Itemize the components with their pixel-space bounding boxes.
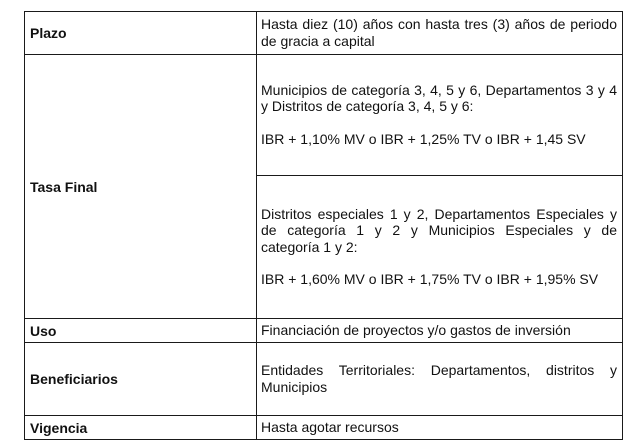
- value-tasa-group-1: [257, 55, 623, 176]
- tasa-group-1-rate: IBR + 1,10% MV o IBR + 1,25% TV o IBR + 1,45 SV: [261, 130, 586, 147]
- value-plazo: Hasta diez (10) años con hasta tres (3) años de periodo de gracia a capital: [257, 12, 623, 55]
- table-row-vigencia: [25, 416, 623, 440]
- value-tasa-group-2: [257, 176, 623, 319]
- label-vigencia: Vigencia: [25, 416, 257, 440]
- value-vigencia: Hasta agotar recursos: [257, 416, 623, 440]
- table-row-plazo: [25, 12, 623, 55]
- label-beneficiarios: Beneficiarios: [25, 343, 257, 416]
- value-beneficiarios: Entidades Territoriales: Departamentos, distritos y Municipios: [257, 343, 623, 416]
- table-row-beneficiarios: [25, 343, 623, 416]
- value-uso: Financiación de proyectos y/o gastos de inversión: [257, 319, 623, 343]
- tasa-group-2-entities: Distritos especiales 1 y 2, Departamentos Especiales y de categoría 1 y 2 y Municipios Especiales y de categoría 1 y 2:: [261, 205, 617, 255]
- label-uso: Uso: [25, 319, 257, 343]
- tasa-group-2-rate: IBR + 1,60% MV o IBR + 1,75% TV o IBR + 1,95% SV: [261, 271, 599, 287]
- label-tasa-final: Tasa Final: [25, 55, 257, 319]
- label-plazo: Plazo: [25, 12, 257, 55]
- table-row-uso: [25, 319, 623, 343]
- loan-terms-table: [24, 11, 623, 440]
- table-row-tasa-final: [25, 55, 623, 176]
- tasa-group-1-entities: Municipios de categoría 3, 4, 5 y 6, Departamentos 3 y 4 y Distritos de categoría 3, 4, 5 y 6:: [261, 81, 617, 115]
